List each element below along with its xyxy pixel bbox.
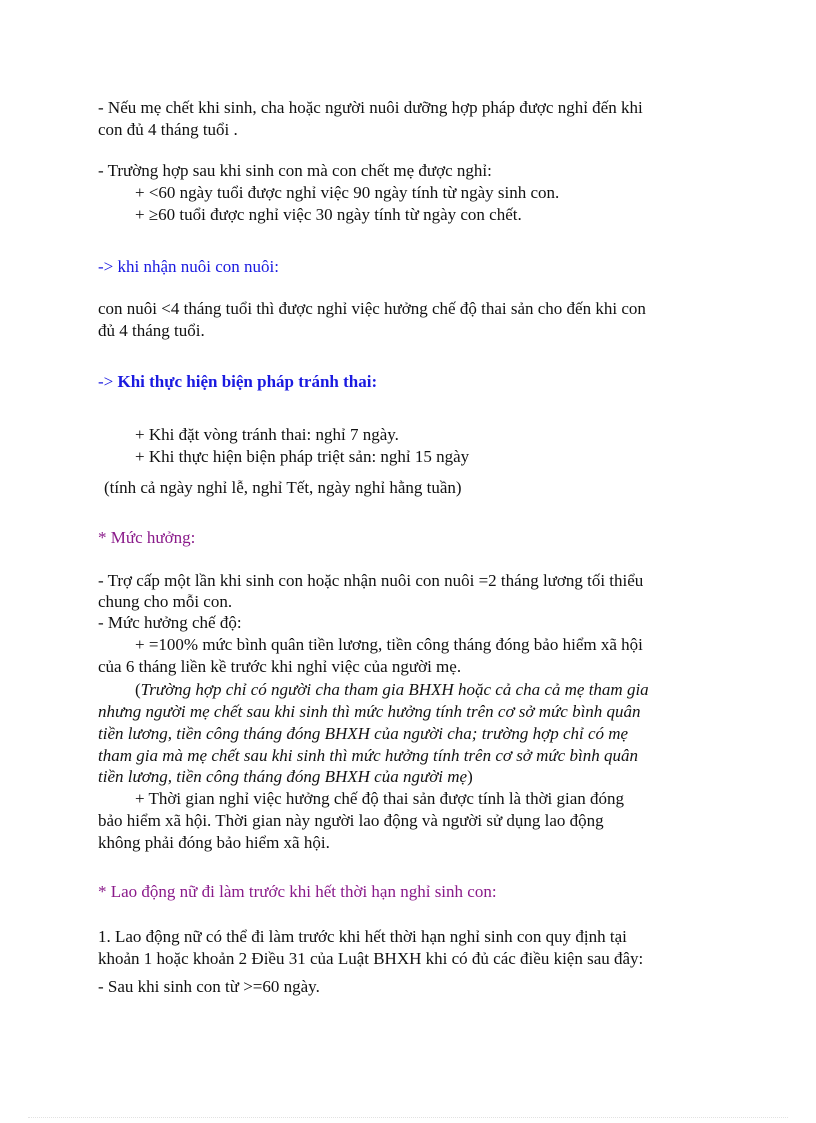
- italic-note-line-2: nhưng người mẹ chết sau khi sinh thì mức hưởng tính trên cơ sở mức bình quân: [98, 702, 641, 721]
- early-return-line-3: - Sau khi sinh con từ >=60 ngày.: [98, 977, 320, 996]
- italic-note-line-4: tham gia mà mẹ chết sau khi sinh thì mức hưởng tính trên cơ sở mức bình quân: [98, 746, 638, 765]
- sterilization-line: + Khi thực hiện biện pháp triệt sản: nghỉ 15 ngày: [135, 447, 470, 466]
- italic-note-line-5: [98, 766, 473, 788]
- italic-note-close-paren: ): [467, 767, 473, 786]
- child-death-under-60: + <60 ngày tuổi được nghỉ việc 90 ngày tính từ ngày sinh con.: [135, 183, 560, 202]
- benefit-line-1: - Trợ cấp một lần khi sinh con hoặc nhận nuôi con nuôi =2 tháng lương tối thiểu: [98, 571, 644, 590]
- italic-note-text-1: Trường hợp chỉ có người cha tham gia BHXH hoặc cả cha cả mẹ tham gia: [140, 680, 649, 699]
- benefit-heading: * Mức hưởng:: [98, 528, 196, 547]
- contraception-heading: [98, 371, 377, 393]
- adoption-line-1: con nuôi <4 tháng tuổi thì được nghỉ việc hưởng chế độ thai sản cho đến khi con: [98, 299, 646, 318]
- insurance-period-line-1: + Thời gian nghỉ việc hưởng chế độ thai sản được tính là thời gian đóng: [135, 789, 625, 808]
- benefit-line-3: - Mức hưởng chế độ:: [98, 613, 242, 632]
- adoption-heading: -> khi nhận nuôi con nuôi:: [98, 257, 279, 276]
- adoption-line-2: đủ 4 tháng tuổi.: [98, 321, 205, 340]
- page-bottom-divider: [28, 1117, 788, 1118]
- italic-note-open-paren: (: [135, 680, 141, 699]
- benefit-line-2: chung cho mỗi con.: [98, 592, 233, 611]
- child-death-over-60: + ≥60 tuổi được nghỉ việc 30 ngày tính từ ngày con chết.: [135, 205, 522, 224]
- insurance-period-line-3: không phải đóng bảo hiểm xã hội.: [98, 833, 330, 852]
- early-return-line-1: 1. Lao động nữ có thể đi làm trước khi hết thời hạn nghỉ sinh con quy định tại: [98, 927, 627, 946]
- early-return-line-2: khoản 1 hoặc khoản 2 Điều 31 của Luật BHXH khi có đủ các điều kiện sau đây:: [98, 949, 644, 968]
- contraception-heading-text: Khi thực hiện biện pháp tránh thai:: [117, 372, 378, 391]
- father-leave-line-2: con đủ 4 tháng tuổi .: [98, 120, 238, 139]
- contraception-heading-arrow: ->: [98, 372, 114, 391]
- italic-note-line-1: [135, 679, 649, 701]
- early-return-heading: * Lao động nữ đi làm trước khi hết thời hạn nghỉ sinh con:: [98, 882, 497, 901]
- iud-line: + Khi đặt vòng tránh thai: nghỉ 7 ngày.: [135, 425, 399, 444]
- child-death-intro: - Trường hợp sau khi sinh con mà con chết mẹ được nghỉ:: [98, 161, 492, 180]
- insurance-period-line-2: bảo hiểm xã hội. Thời gian này người lao động và người sử dụng lao động: [98, 811, 604, 830]
- benefit-line-5: của 6 tháng liền kề trước khi nghỉ việc của người mẹ.: [98, 657, 462, 676]
- italic-note-line-3: tiền lương, tiền công tháng đóng BHXH của người cha; trường hợp chỉ có mẹ: [98, 724, 629, 743]
- holiday-note: (tính cả ngày nghỉ lễ, nghỉ Tết, ngày nghỉ hằng tuần): [104, 478, 462, 497]
- benefit-line-4: + =100% mức bình quân tiền lương, tiền công tháng đóng bảo hiểm xã hội: [135, 635, 643, 654]
- italic-note-text-5: tiền lương, tiền công tháng đóng BHXH của người mẹ: [98, 767, 468, 786]
- father-leave-line-1: - Nếu mẹ chết khi sinh, cha hoặc người nuôi dưỡng hợp pháp được nghỉ đến khi: [98, 98, 643, 117]
